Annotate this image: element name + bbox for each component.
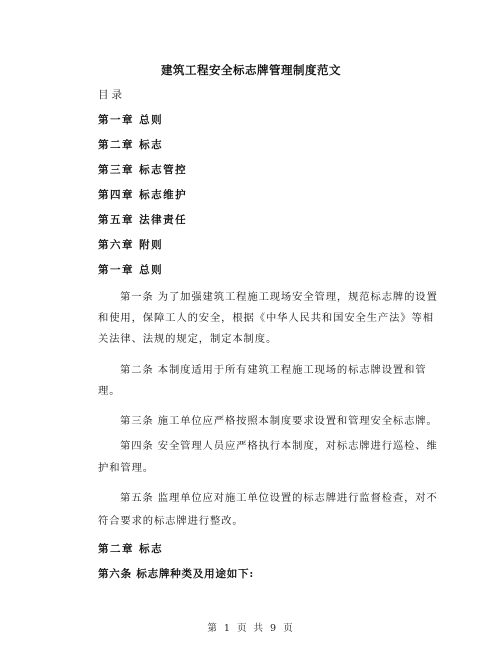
toc-item-chapter-3: 第三章 标志管控 bbox=[98, 164, 188, 176]
article-2-line-1: 第二条 本制度适用于所有建筑工程施工现场的标志牌设置和管 bbox=[120, 364, 427, 376]
article-1-line-3: 关法律、法规的规定，制定本制度。 bbox=[98, 333, 278, 345]
document-title: 建筑工程安全标志牌管理制度范文 bbox=[161, 63, 341, 77]
toc-item-chapter-6: 第六章 附则 bbox=[98, 239, 164, 251]
toc-label: 目录 bbox=[98, 89, 125, 101]
article-5-line-2: 符合要求的标志牌进行整改。 bbox=[98, 515, 244, 527]
article-1-line-1: 第一条 为了加强建筑工程施工现场安全管理，规范标志牌的设置 bbox=[120, 291, 438, 303]
chapter-1-heading: 第一章 总则 bbox=[98, 264, 164, 276]
chapter-2-heading: 第二章 标志 bbox=[98, 543, 164, 555]
article-2-line-2: 理。 bbox=[98, 385, 121, 397]
toc-item-chapter-2: 第二章 标志 bbox=[98, 139, 164, 151]
article-6-heading: 第六条 标志牌种类及用途如下: bbox=[98, 568, 255, 580]
toc-item-chapter-4: 第四章 标志维护 bbox=[98, 189, 188, 201]
toc-item-chapter-5: 第五章 法律责任 bbox=[98, 214, 188, 226]
article-4-line-1: 第四条 安全管理人员应严格执行本制度，对标志牌进行巡检、维 bbox=[120, 440, 438, 452]
toc-item-chapter-1: 第一章 总则 bbox=[98, 114, 164, 126]
article-1-line-2: 和使用，保障工人的安全，根据《中华人民共和国安全生产法》等相 bbox=[98, 312, 434, 324]
article-4-line-2: 护和管理。 bbox=[98, 462, 154, 474]
article-5-line-1: 第五条 监理单位应对施工单位设置的标志牌进行监督检查，对不 bbox=[120, 492, 438, 504]
article-3-line-1: 第三条 施工单位应严格按照本制度要求设置和管理安全标志牌。 bbox=[120, 415, 438, 427]
page-footer: 第 1 页 共 9 页 bbox=[207, 623, 295, 634]
